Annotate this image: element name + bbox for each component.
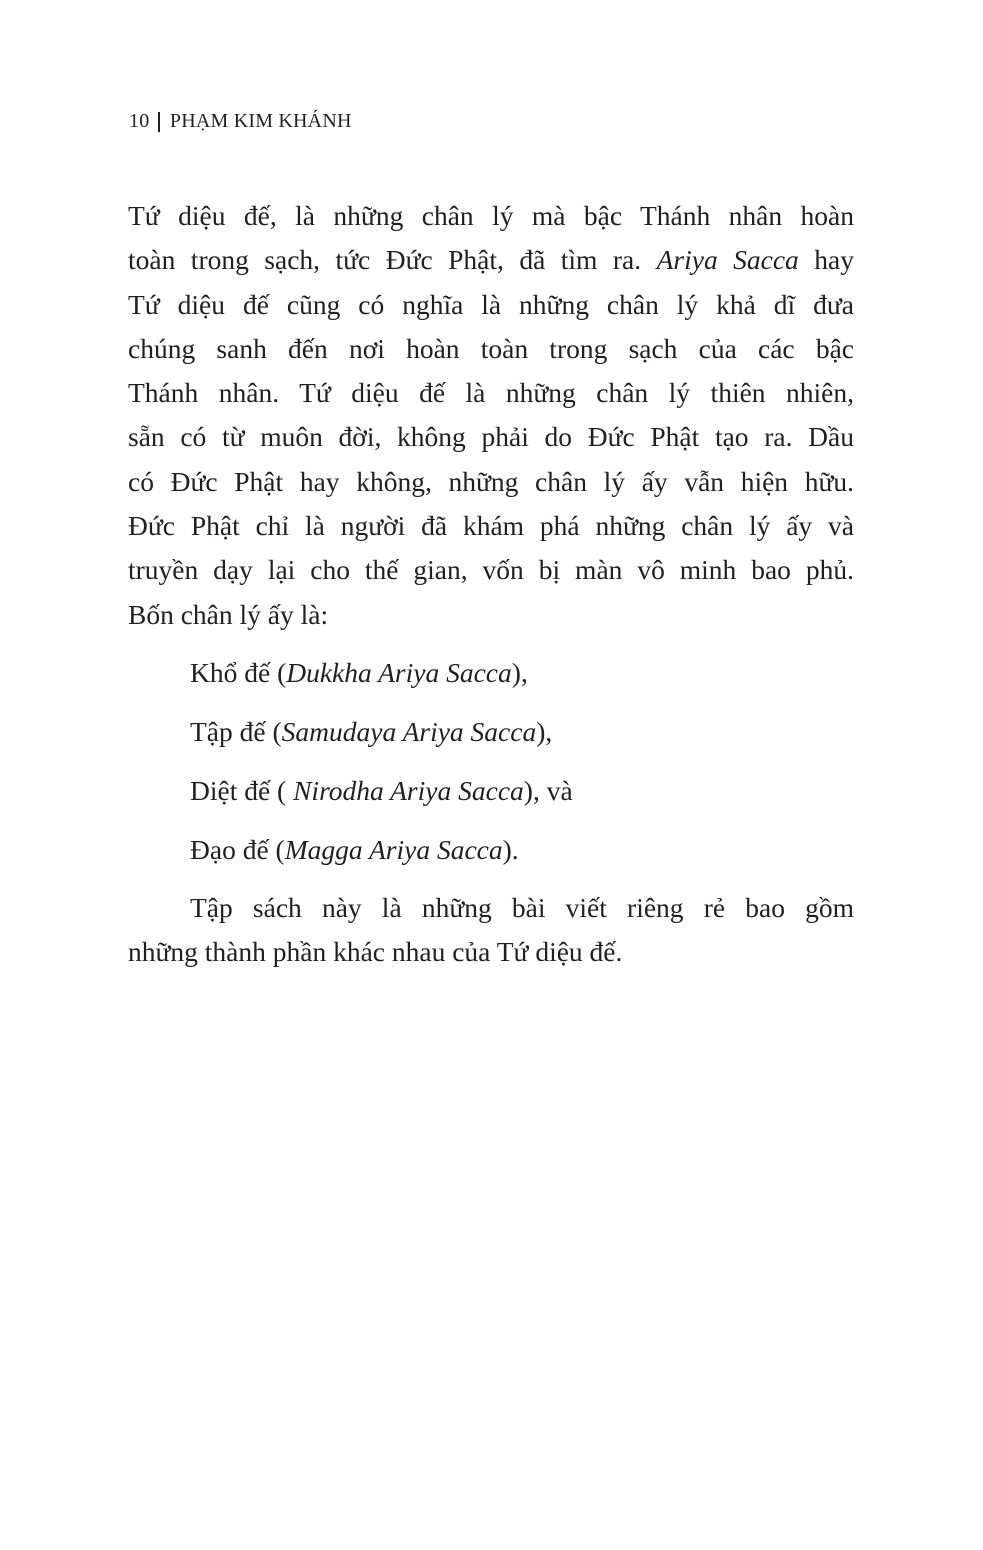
four-truths-list [190, 643, 573, 879]
text-run: những thành phần khác nhau của Tứ diệu đế. [128, 936, 623, 968]
text-run: Thánh nhân. Tứ diệu đế là những chân lý thiên nhiên, [128, 377, 854, 409]
text-run: Tứ diệu đế cũng có nghĩa là những chân lý khả dĩ đưa [128, 288, 854, 320]
text-run: ), [511, 657, 528, 688]
text-line [128, 327, 854, 371]
pali-term: Samudaya Ariya Sacca [281, 716, 537, 747]
text-run: ), [536, 716, 553, 747]
text-run: hay [798, 244, 854, 276]
text-run: ). [502, 834, 519, 865]
text-run: có Đức Phật hay không, những chân lý ấy vẫn hiện hữu. [128, 465, 854, 497]
text-line [128, 930, 854, 974]
text-run: Khổ đế ( [190, 657, 287, 688]
text-run: Đạo đế ( [190, 834, 285, 865]
header-divider [158, 112, 160, 132]
header-author: PHẠM KIM KHÁNH [169, 110, 352, 132]
text-run: toàn trong sạch, tức Đức Phật, đã tìm ra. [128, 244, 657, 276]
text-run: Diệt đế ( [190, 775, 294, 806]
pali-term: Magga Ariya Sacca [284, 834, 503, 865]
text-run: Bốn chân lý ấy là: [128, 598, 329, 630]
text-line [128, 460, 854, 504]
text-run: ), và [523, 775, 573, 806]
pali-term: Ariya Sacca [656, 244, 799, 276]
truth-item [190, 643, 573, 702]
text-run: Tập sách này là những bài viết riêng rẻ bao gồm [190, 892, 854, 923]
text-line [128, 283, 854, 327]
truth-item [190, 702, 573, 761]
text-line [128, 415, 854, 459]
text-run: Đức Phật chỉ là người đã khám phá những chân lý ấy và [128, 510, 854, 542]
pali-term: Dukkha Ariya Sacca [286, 657, 512, 688]
paragraph-closing [128, 886, 854, 975]
truth-item [190, 761, 573, 820]
text-line [128, 238, 854, 282]
text-run: Tứ diệu đế, là những chân lý mà bậc Thánh nhân hoàn [128, 200, 854, 231]
text-run: sẵn có từ muôn đời, không phải do Đức Phật tạo ra. Dầu [128, 421, 854, 453]
paragraph-intro [128, 194, 854, 637]
text-line [128, 371, 854, 415]
text-line [128, 593, 854, 637]
text-run: Tập đế ( [190, 716, 282, 747]
truth-item [190, 820, 573, 879]
page-number: 10 [129, 110, 150, 132]
text-line [128, 548, 854, 592]
text-line [128, 886, 854, 930]
pali-term: Nirodha Ariya Sacca [293, 775, 524, 806]
text-line [128, 504, 854, 548]
text-run: chúng sanh đến nơi hoàn toàn trong sạch của các bậc [128, 332, 854, 364]
running-header [129, 110, 352, 133]
text-run: truyền dạy lại cho thế gian, vốn bị màn vô minh bao phủ. [128, 554, 854, 586]
text-line [128, 194, 854, 238]
